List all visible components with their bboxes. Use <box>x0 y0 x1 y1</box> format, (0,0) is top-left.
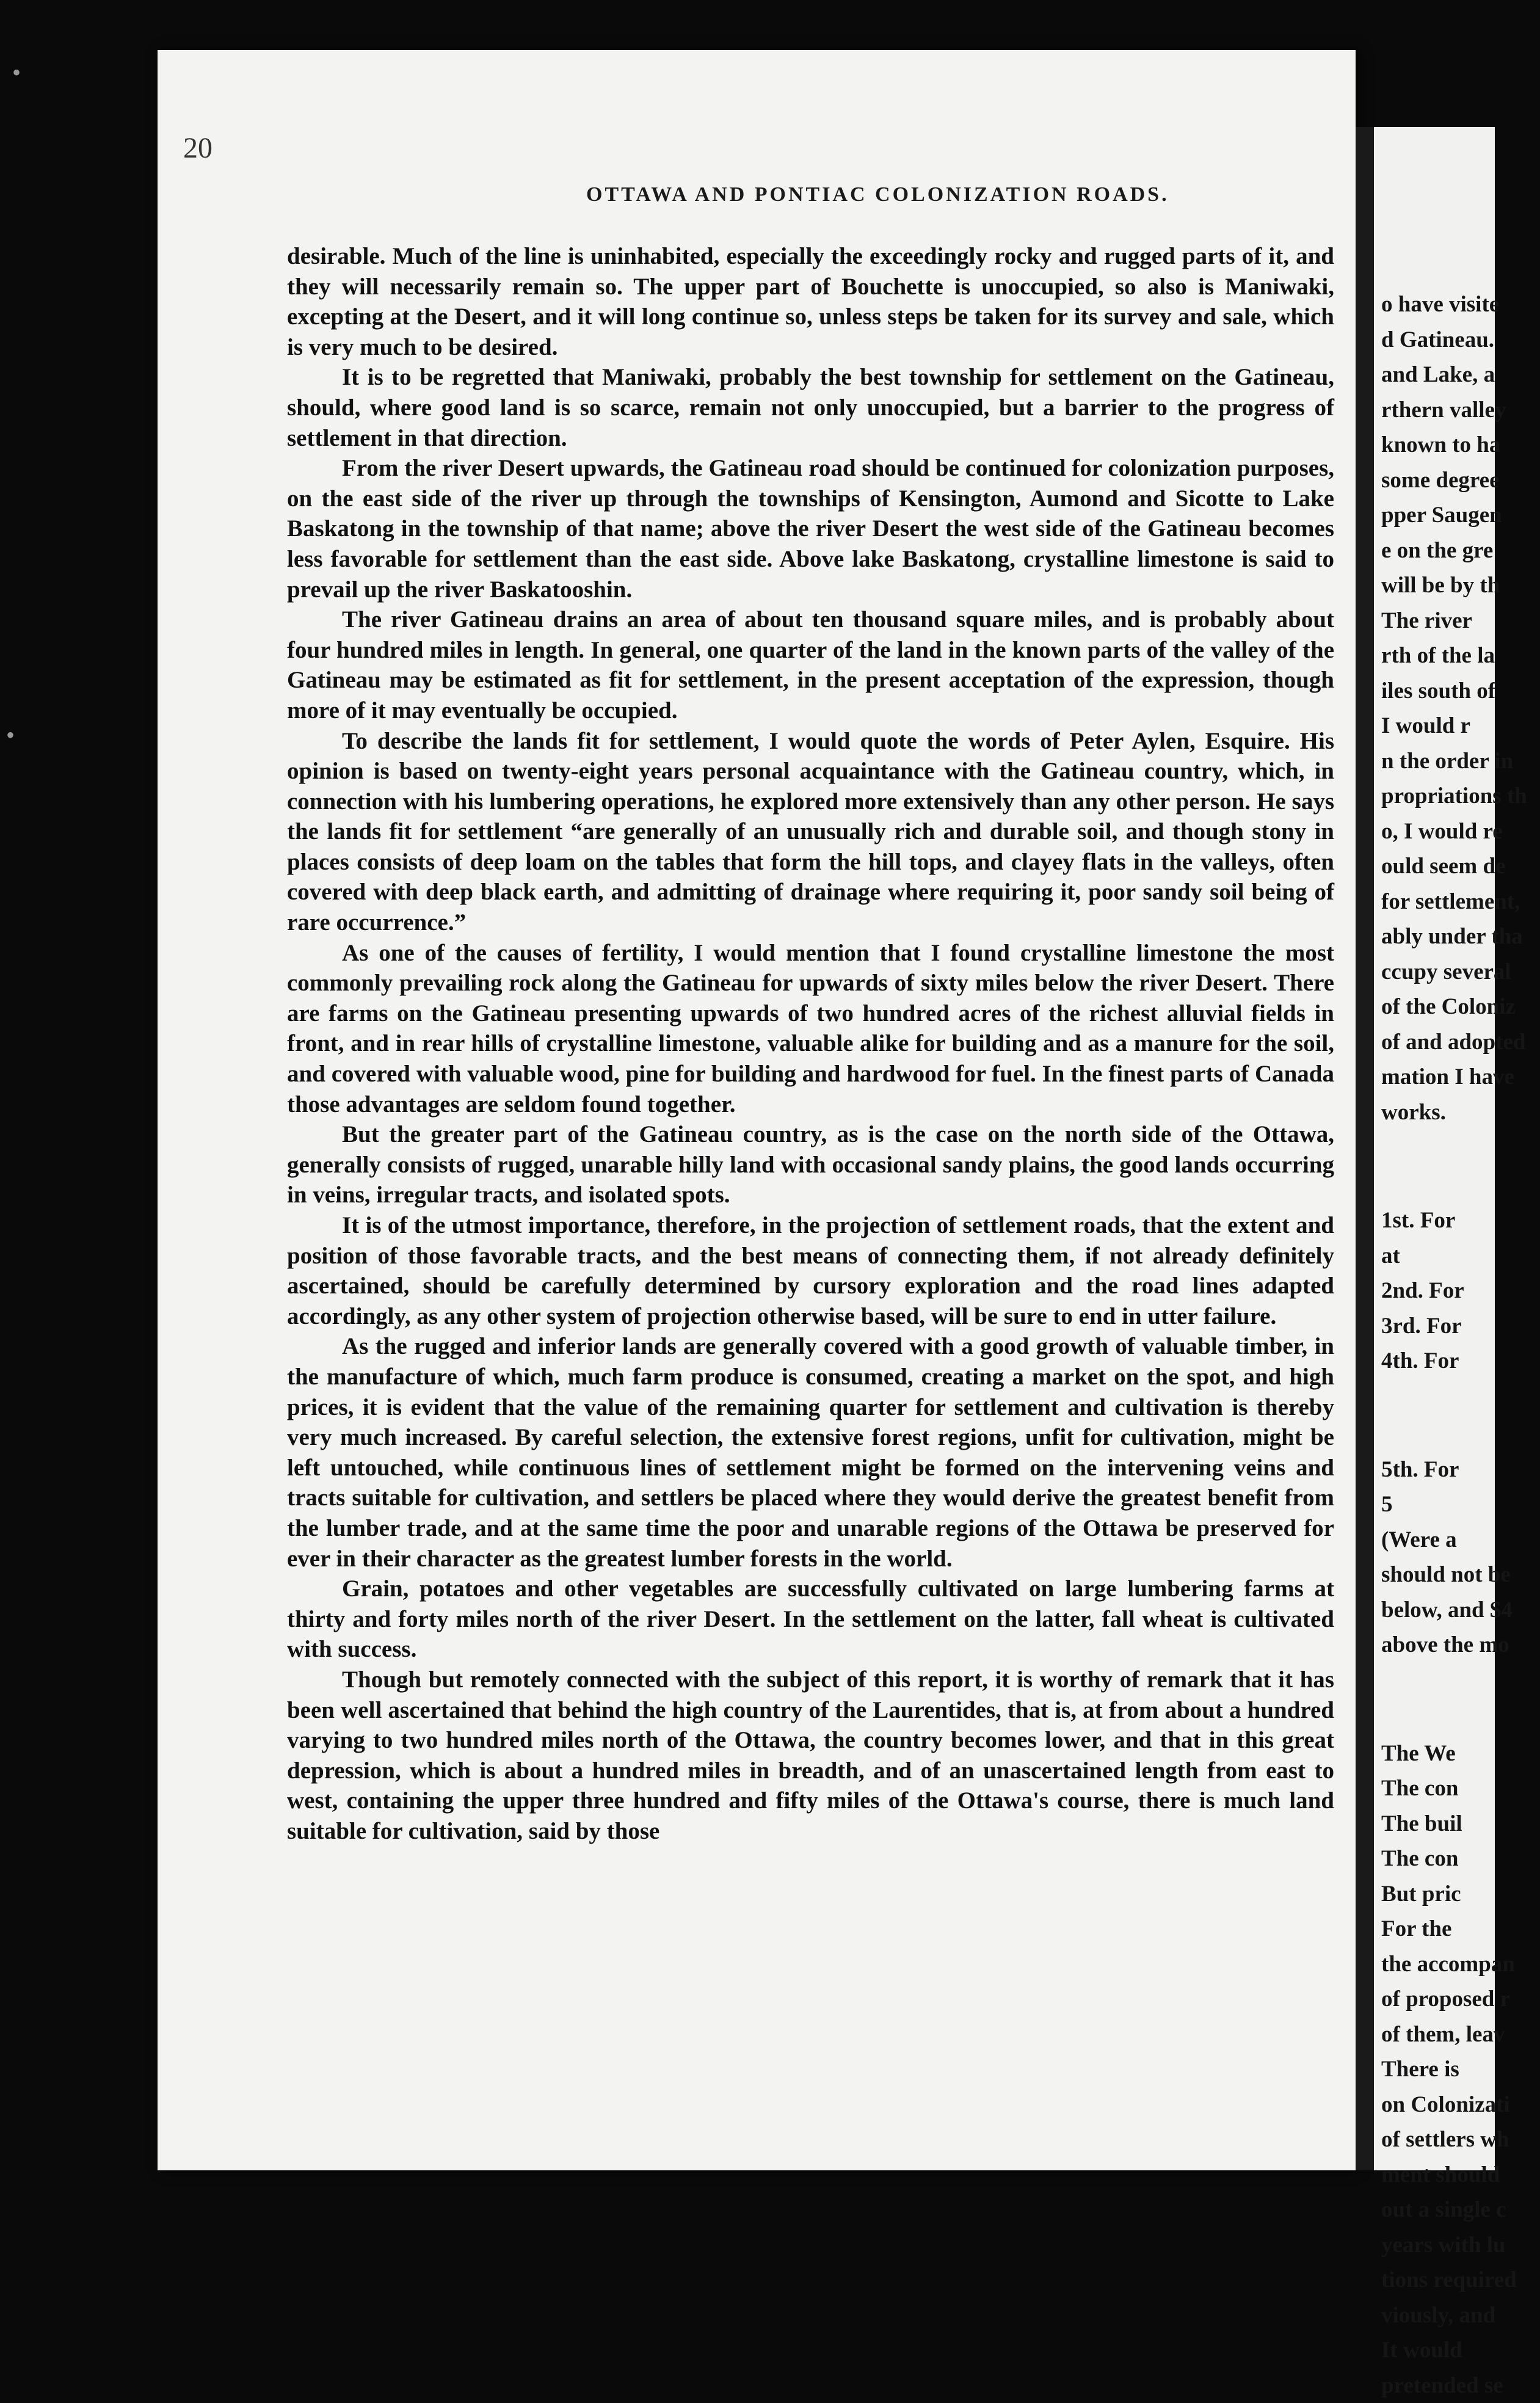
facing-page-line: at <box>1381 1238 1540 1274</box>
paragraph: As the rugged and inferior lands are generally covered with a good growth of valuable timber, in the manufacture of which, much farm produce is consumed, creating a market on the spot, and high prices, it is evident that the value of the remaining quarter for settlement and cultivation is thereby very much increased. By careful selection, the extensive forest regions, unfit for cultivation, might be left untouched, while continuous lines of settlement might be formed on the intervening veins and tracts suitable for cultivation, and settlers be placed where they would derive the greatest benefit from the lumber trade, and at the same time the poor and unarable regions of the Ottawa be preserved for ever in their character as the greatest lumber forests in the world. <box>287 1331 1334 1574</box>
facing-page-line: tions required <box>1381 2263 1540 2298</box>
facing-page-text <box>1381 287 1540 2403</box>
facing-page-line: rth of the la <box>1381 638 1540 674</box>
facing-page-line: o have visite <box>1381 287 1540 322</box>
facing-page-line: 5th. For <box>1381 1452 1540 1488</box>
facing-page-line: n the order in <box>1381 744 1540 779</box>
facing-page-line: of them, leav <box>1381 2017 1540 2052</box>
facing-page-line: 2nd. For <box>1381 1273 1540 1309</box>
facing-page-line: But pric <box>1381 1877 1540 1912</box>
facing-page-line: I would r <box>1381 708 1540 744</box>
facing-page-line: of proposed r <box>1381 1982 1540 2017</box>
running-head: OTTAWA AND PONTIAC COLONIZATION ROADS. <box>586 183 1169 206</box>
facing-page-line: It would <box>1381 2333 1540 2368</box>
paragraph: From the river Desert upwards, the Gatineau road should be continued for colonization purposes, on the east side of the river up through the townships of Kensington, Aumond and Sicotte to Lake Baskatong in the township of that name; above the river Desert the west side of the Gatineau becomes less favorable for settlement than the east side. Above lake Baskatong, crystalline limestone is said to prevail up the river Baskatooshin. <box>287 453 1334 605</box>
facing-page-line: 3rd. For <box>1381 1309 1540 1344</box>
facing-page-line: For the <box>1381 1911 1540 1947</box>
facing-page-line: The buil <box>1381 1806 1540 1842</box>
paragraph: To describe the lands fit for settlement, I would quote the words of Peter Aylen, Esquire. His opinion is based on twenty-eight years personal acquaintance with the Gatineau country, which, in connection with his lumbering operations, he explored more extensively than any other person. He says the lands fit for settlement “are generally of an unusually rich and durable soil, and though stony in places consists of deep loam on the tables that form the hill tops, and clayey flats in the valleys, often covered with deep black earth, and admitting of drainage where requiring it, poor sandy soil being of rare occurrence.” <box>287 726 1334 938</box>
facing-page-line: works. <box>1381 1095 1540 1130</box>
body-text <box>287 241 1334 1846</box>
facing-page-line: o, I would re <box>1381 814 1540 849</box>
edge-mark: • <box>6 721 15 749</box>
facing-page-line: on Colonizati <box>1381 2087 1540 2123</box>
facing-page-line: of settlers wh <box>1381 2122 1540 2158</box>
facing-page-line: 5 <box>1381 1487 1540 1522</box>
facing-page-line: e on the gre <box>1381 533 1540 569</box>
facing-page-line: above the mo <box>1381 1627 1540 1663</box>
paragraph: It is to be regretted that Maniwaki, probably the best township for settlement on the Gatineau, should, where good land is so scarce, remain not only unoccupied, but a barrier to the progress of settlement in that direction. <box>287 362 1334 453</box>
facing-page-line: ccupy several <box>1381 954 1540 990</box>
facing-page-line: the accompan <box>1381 1947 1540 1982</box>
facing-page-line: for settlement, <box>1381 884 1540 920</box>
facing-page-line: of the Coloniz <box>1381 989 1540 1025</box>
facing-page-line: iles south of <box>1381 674 1540 709</box>
facing-page-line: d Gatineau. <box>1381 322 1540 358</box>
facing-page-line: out a single c <box>1381 2192 1540 2228</box>
facing-page-line: should not be <box>1381 1557 1540 1593</box>
facing-page-line: some degree <box>1381 463 1540 498</box>
facing-page-line: viously, and <box>1381 2298 1540 2333</box>
facing-page-line: There is <box>1381 2052 1540 2087</box>
paragraph: desirable. Much of the line is uninhabited, especially the exceedingly rocky and rugged parts of it, and they will necessarily remain so. The upper part of Bouchette is unoccupied, so also is Maniwaki, excepting at the Desert, and it will long continue so, unless steps be taken for its survey and sale, which is very much to be desired. <box>287 241 1334 362</box>
facing-page-line: below, and $4 <box>1381 1593 1540 1628</box>
facing-page-line: ould seem de <box>1381 849 1540 884</box>
facing-page-line: years with lu <box>1381 2228 1540 2263</box>
facing-page-line: will be by th <box>1381 568 1540 603</box>
facing-page-line: pper Saugen <box>1381 498 1540 533</box>
page-number: 20 <box>183 131 212 165</box>
facing-page-line: and Lake, a <box>1381 357 1540 393</box>
paragraph: Though but remotely connected with the subject of this report, it is worthy of remark that it has been well ascertained that behind the high country of the Laurentides, that is, at from about a hundred varying to two hundred miles north of the Ottawa, the country becomes lower, and that in this great depression, which is about a hundred miles in breadth, and of an unascertained length from east to west, containing the upper three hundred and fifty miles of the Ottawa's course, there is much land suitable for cultivation, said by those <box>287 1665 1334 1847</box>
facing-page-line: The con <box>1381 1841 1540 1877</box>
paragraph: It is of the utmost importance, therefore, in the projection of settlement roads, that the extent and position of those favorable tracts, and the best means of connecting them, if not already definitely ascertained, should be carefully determined by cursory exploration and the road lines adapted accordingly, as any other system of projection otherwise based, will be sure to end in utter failure. <box>287 1210 1334 1331</box>
facing-page-line: 4th. For <box>1381 1343 1540 1379</box>
facing-page-line: 1st. For <box>1381 1203 1540 1238</box>
edge-mark: • <box>12 58 21 87</box>
facing-page-line <box>1381 1130 1540 1203</box>
facing-page-line: (Were a <box>1381 1522 1540 1558</box>
facing-page-line: known to ha <box>1381 427 1540 463</box>
facing-page-line: The We <box>1381 1736 1540 1772</box>
facing-page-line: propriations th <box>1381 779 1540 814</box>
facing-page-line: pretended se <box>1381 2368 1540 2403</box>
facing-page-line <box>1381 1379 1540 1452</box>
facing-page-line: of and adopted <box>1381 1025 1540 1060</box>
paragraph: But the greater part of the Gatineau country, as is the case on the north side of the Ottawa, generally consists of rugged, unarable hilly land with occasional sandy plains, the good lands occurring in veins, irregular tracts, and isolated spots. <box>287 1119 1334 1210</box>
facing-page-line: mation I have <box>1381 1060 1540 1095</box>
facing-page-line: ment should <box>1381 2158 1540 2193</box>
paragraph: Grain, potatoes and other vegetables are successfully cultivated on large lumbering farms at thirty and forty miles north of the river Desert. In the settlement on the latter, fall wheat is cultivated with success. <box>287 1574 1334 1665</box>
paragraph: The river Gatineau drains an area of about ten thousand square miles, and is probably about four hundred miles in length. In general, one quarter of the land in the known parts of the valley of the Gatineau may be estimated as fit for settlement, in the present acceptation of the expression, though more of it may eventually be occupied. <box>287 605 1334 725</box>
facing-page-line: The river <box>1381 603 1540 639</box>
facing-page-line: ably under tha <box>1381 919 1540 954</box>
paragraph: As one of the causes of fertility, I would mention that I found crystalline limestone the most commonly prevailing rock along the Gatineau for upwards of sixty miles below the river Desert. There are farms on the Gatineau presenting upwards of two hundred acres of the richest alluvial fields in front, and in rear hills of crystalline limestone, valuable alike for building and as a manure for the soil, and covered with valuable wood, pine for building and hardwood for fuel. In the finest parts of Canada those advantages are seldom found together. <box>287 938 1334 1120</box>
facing-page-line: The con <box>1381 1771 1540 1806</box>
facing-page-line: rthern valley <box>1381 393 1540 428</box>
facing-page-line <box>1381 1663 1540 1736</box>
